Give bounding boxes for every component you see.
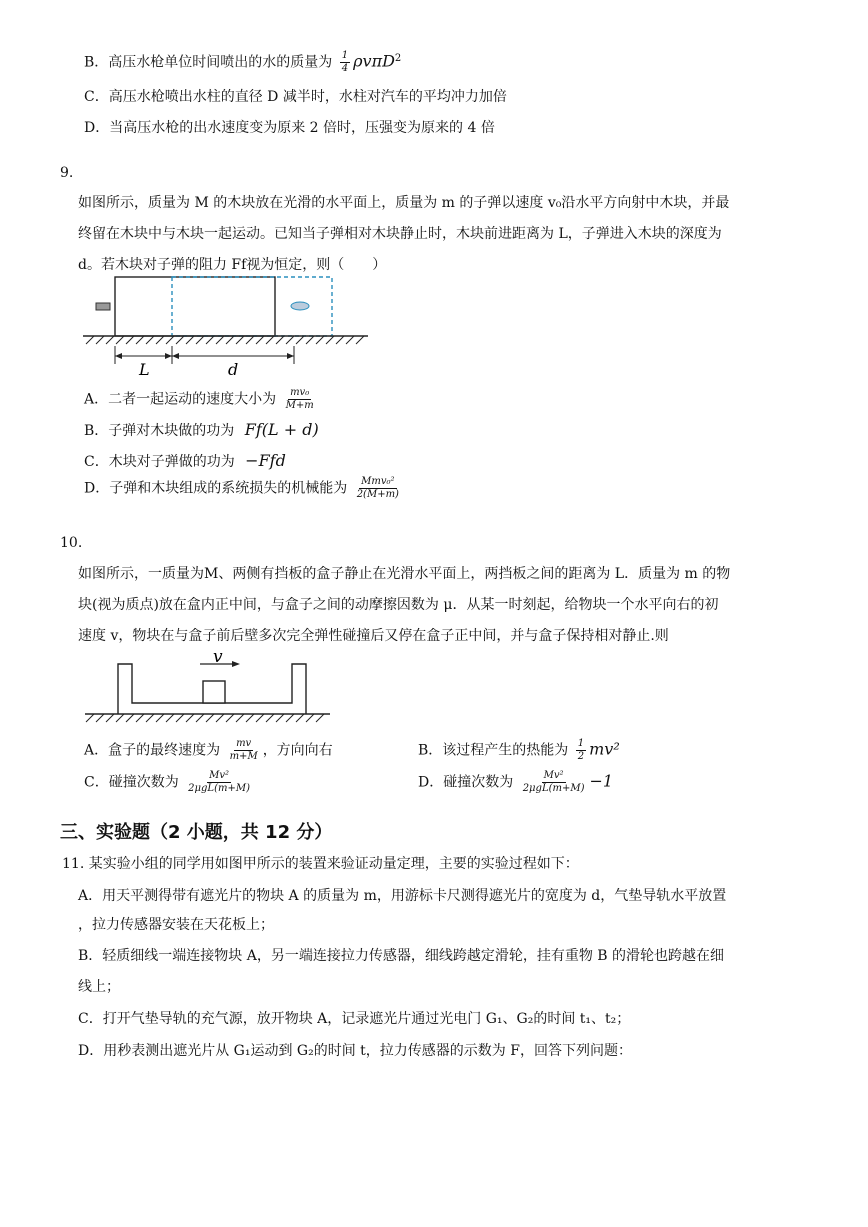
fraction-denominator: m+M bbox=[229, 751, 258, 762]
q10-stem-line-1: 如图所示，一质量为M、两侧有挡板的盒子静止在光滑水平面上，两挡板之间的距离为 L．质量为 m 的物 bbox=[78, 566, 731, 582]
label-d: d bbox=[228, 360, 239, 379]
q9-option-b bbox=[84, 420, 319, 440]
q9-option-c-expression: −Ffd bbox=[245, 451, 286, 470]
label-v: v bbox=[213, 648, 223, 667]
q10-option-b-expression: mv² bbox=[589, 739, 620, 759]
q10-option-c bbox=[84, 770, 255, 795]
q9-option-a-fraction bbox=[284, 387, 316, 412]
arrow-right-icon bbox=[232, 661, 240, 667]
fraction-numerator: Mv² bbox=[543, 770, 564, 781]
q8-option-b-expression: ρvπD bbox=[353, 51, 395, 71]
q10-option-d-text: D．碰撞次数为 bbox=[418, 774, 514, 791]
q10-option-a-fraction bbox=[228, 738, 260, 763]
fraction-numerator: Mv² bbox=[209, 770, 230, 781]
q10-option-c-text: C．碰撞次数为 bbox=[84, 774, 179, 791]
q10-option-d-fraction bbox=[521, 770, 587, 795]
q10-number: 10. bbox=[60, 535, 83, 551]
fraction-denominator: 4 bbox=[341, 63, 349, 74]
q9-stem-line-2: 终留在木块中与木块一起运动。已知当子弹相对木块静止时，木块前进距离为 L，子弹进入木块的深度为 bbox=[78, 226, 722, 242]
q8-option-d: D．当高压水枪的出水速度变为原来 2 倍时，压强变为原来的 4 倍 bbox=[84, 120, 495, 136]
fraction-denominator: 2μgL(m+M) bbox=[188, 783, 250, 794]
section-heading: 三、实验题（2 小题，共 12 分） bbox=[60, 822, 333, 843]
q9-option-c bbox=[84, 451, 286, 471]
q8-option-b-text: B．高压水枪单位时间喷出的水的质量为 bbox=[84, 54, 333, 71]
fraction-denominator: M+m bbox=[285, 400, 314, 411]
q9-option-a-text: A．二者一起运动的速度大小为 bbox=[84, 391, 277, 408]
q10-option-c-fraction bbox=[186, 770, 252, 795]
q9-option-d bbox=[84, 476, 404, 501]
bullet-icon bbox=[96, 303, 110, 310]
q9-option-d-fraction bbox=[355, 476, 401, 501]
q9-figure-bullet-block bbox=[78, 272, 378, 382]
embedded-bullet-icon bbox=[291, 302, 309, 310]
q10-option-a-tail: ，方向向右 bbox=[262, 742, 333, 759]
q11-step-c: C．打开气垫导轨的充气源，放开物块 A，记录遮光片通过光电门 G₁、G₂的时间 t₁、t₂； bbox=[78, 1011, 631, 1027]
q8-option-c: C．高压水枪喷出水柱的直径 D 减半时，水柱对汽车的平均冲力加倍 bbox=[84, 89, 507, 105]
ground-hatching bbox=[86, 336, 364, 344]
q10-option-d-tail: −1 bbox=[589, 771, 614, 791]
q11-step-a-line-2: ，拉力传感器安装在天花板上； bbox=[78, 917, 274, 933]
q11-step-a-line-1: A．用天平测得带有遮光片的物块 A 的质量为 m，用游标卡尺测得遮光片的宽度为 d，气垫导轨水平放置 bbox=[78, 888, 727, 904]
fraction-denominator: 2(M+m) bbox=[356, 489, 399, 500]
q11-step-b-line-1: B．轻质细线一端连接物块 A，另一端连接拉力传感器，细线跨越定滑轮，挂有重物 B 的滑轮也跨越在细 bbox=[78, 948, 725, 964]
q10-stem-line-3: 速度 v，物块在与盒子前后壁多次完全弹性碰撞后又停在盒子正中间，并与盒子保持相对静止.则 bbox=[78, 628, 669, 644]
q9-option-b-expression: Ff(L + d) bbox=[244, 420, 319, 439]
block-initial bbox=[115, 277, 275, 336]
q9-stem-line-3: d。若木块对子弹的阻力 Ff视为恒定，则（ ） bbox=[78, 257, 387, 273]
q9-option-b-text: B．子弹对木块做的功为 bbox=[84, 423, 235, 439]
q10-option-b-fraction bbox=[576, 738, 586, 763]
q10-option-b bbox=[418, 738, 620, 763]
q9-option-c-text: C．木块对子弹做的功为 bbox=[84, 454, 235, 470]
q9-stem-line-1: 如图所示，质量为 M 的木块放在光滑的水平面上，质量为 m 的子弹以速度 v₀沿水平方向射中木块，并最 bbox=[78, 195, 730, 211]
fraction-denominator: 2μgL(m+M) bbox=[522, 783, 585, 794]
fraction-numerator: 1 bbox=[341, 50, 349, 61]
q10-option-a bbox=[84, 738, 333, 763]
fraction-denominator: 2 bbox=[577, 751, 585, 762]
q10-option-d bbox=[418, 770, 613, 795]
q9-option-a bbox=[84, 387, 319, 412]
q11-intro: 11. 某实验小组的同学用如图甲所示的装置来验证动量定理，主要的实验过程如下： bbox=[62, 856, 579, 872]
q10-option-a-text: A．盒子的最终速度为 bbox=[84, 742, 221, 759]
ground-hatching bbox=[86, 714, 324, 722]
q8-option-b bbox=[84, 50, 401, 75]
q11-step-d: D．用秒表测出遮光片从 G₁运动到 G₂的时间 t，拉力传感器的示数为 F，回答下列问题： bbox=[78, 1043, 632, 1059]
q10-option-b-text: B．该过程产生的热能为 bbox=[418, 742, 569, 759]
fraction-numerator: mv bbox=[236, 738, 252, 749]
fraction-numerator: 1 bbox=[577, 738, 585, 749]
q10-figure-box bbox=[80, 648, 340, 728]
q9-option-d-text: D．子弹和木块组成的系统损失的机械能为 bbox=[84, 480, 348, 497]
fraction-numerator: mv₀ bbox=[290, 387, 310, 398]
superscript: 2 bbox=[394, 52, 402, 64]
q8-option-b-fraction bbox=[340, 50, 350, 75]
fraction-numerator: Mmv₀² bbox=[361, 476, 395, 487]
q9-number: 9. bbox=[60, 165, 74, 181]
small-block bbox=[203, 681, 225, 703]
q11-step-b-line-2: 线上； bbox=[78, 979, 120, 995]
q10-stem-line-2: 块(视为质点)放在盒内正中间，与盒子之间的动摩擦因数为 μ．从某一时刻起，给物块一个水平向右的初 bbox=[78, 597, 719, 613]
label-L: L bbox=[139, 360, 150, 379]
